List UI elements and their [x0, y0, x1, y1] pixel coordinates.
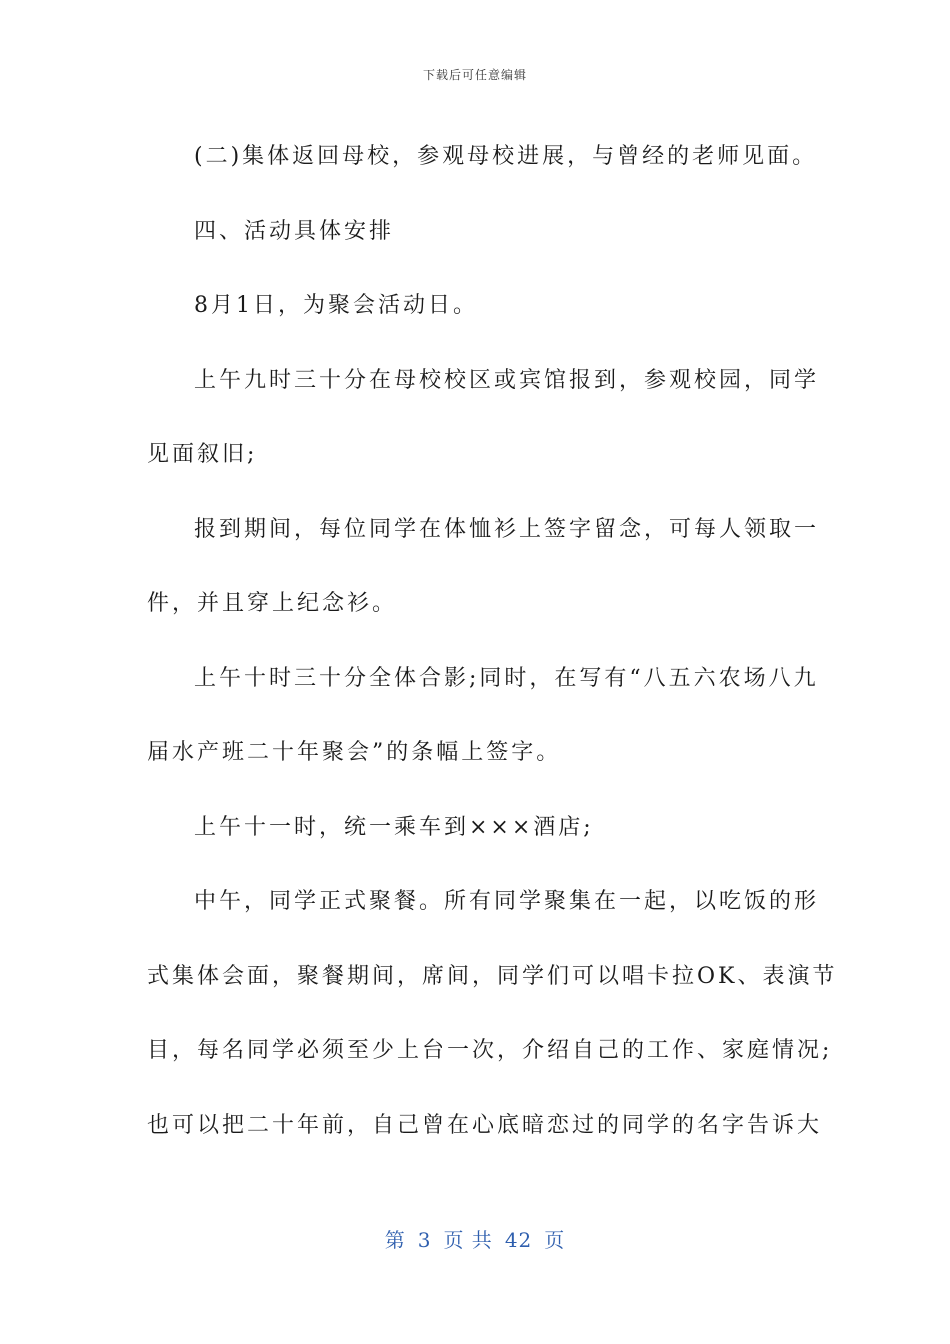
- header-note: 下载后可任意编辑: [422, 68, 527, 82]
- body-line-5: 见面叙旧;: [147, 442, 258, 467]
- body-line-1: (二)集体返回母校，参观母校进展，与曾经的老师见面。: [194, 144, 818, 169]
- body-line-7: 件，并且穿上纪念衫。: [147, 591, 398, 616]
- page-footer: [0, 1224, 950, 1253]
- footer-total-pages: 42: [504, 1228, 533, 1252]
- body-line-4: 上午九时三十分在母校校区或宾馆报到，参观校园，同学: [194, 367, 820, 393]
- body-line-6: 报到期间，每位同学在体恤衫上签字留念，可每人领取一: [194, 516, 820, 542]
- body-line-8: 上午十时三十分全体合影;同时，在写有“八五六农场八九: [194, 665, 819, 691]
- body-line-11: 中午，同学正式聚餐。所有同学聚集在一起，以吃饭的形: [194, 889, 820, 914]
- body-line-10: 上午十一时，统一乘车到×××酒店;: [194, 814, 594, 840]
- footer-current-page: 3: [417, 1228, 432, 1252]
- footer-middle: 页 共: [443, 1228, 493, 1252]
- body-line-3: 8月1日，为聚会活动日。: [194, 293, 478, 318]
- footer-suffix: 页: [544, 1228, 566, 1252]
- body-line-13: 目，每名同学必须至少上台一次，介绍自己的工作、家庭情况;: [147, 1038, 833, 1063]
- body-line-14: 也可以把二十年前，自己曾在心底暗恋过的同学的名字告诉大: [147, 1112, 823, 1138]
- footer-prefix: 第: [384, 1228, 406, 1252]
- body-line-12: 式集体会面，聚餐期间，席间，同学们可以唱卡拉OK、表演节: [147, 963, 838, 989]
- body-line-2: 四、活动具体安排: [194, 218, 395, 244]
- body-line-9: 届水产班二十年聚会”的条幅上签字。: [147, 740, 562, 765]
- document-body: [147, 120, 838, 1163]
